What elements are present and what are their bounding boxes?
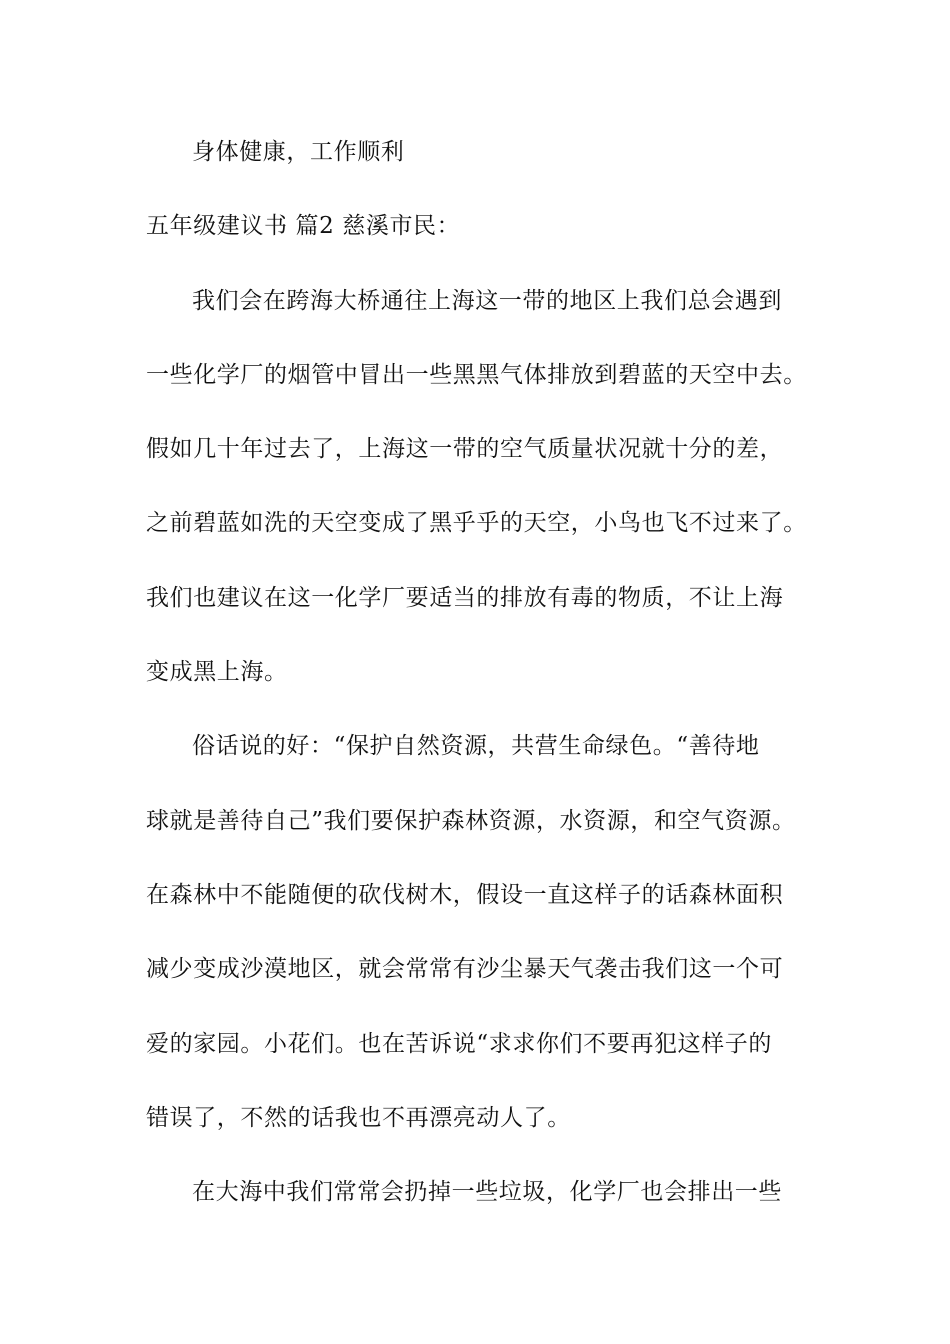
text-line: 我们也建议在这一化学厂要适当的排放有毒的物质，不让上海 [146, 585, 784, 611]
text-line: 球就是善待自己”我们要保护森林资源，水资源，和空气资源。 [146, 808, 796, 834]
text-line-para3-start: 在大海中我们常常会扔掉一些垃圾，化学厂也会排出一些 [192, 1179, 782, 1205]
text-line: 减少变成沙漠地区，就会常常有沙尘暴天气袭击我们这一个可 [146, 956, 784, 982]
text-line: 一些化学厂的烟管中冒出一些黑黑气体排放到碧蓝的天空中去。 [146, 362, 807, 388]
text-line: 之前碧蓝如洗的天空变成了黑乎乎的天空，小鸟也飞不过来了。 [146, 510, 807, 536]
text-line-heading: 五年级建议书 篇2 慈溪市民： [146, 213, 461, 239]
text-line-para1-start: 我们会在跨海大桥通往上海这一带的地区上我们总会遇到 [192, 288, 782, 314]
text-line: 变成黑上海。 [146, 659, 288, 685]
text-line: 假如几十年过去了，上海这一带的空气质量状况就十分的差， [146, 436, 784, 462]
text-line: 爱的家园。小花们。也在苦诉说“求求你们不要再犯这样子的 [146, 1031, 772, 1057]
text-line-closing: 身体健康，工作顺利 [192, 139, 405, 165]
text-line: 错误了，不然的话我也不再漂亮动人了。 [146, 1105, 571, 1131]
text-line-para2-start: 俗话说的好：“保护自然资源，共营生命绿色。“善待地 [192, 733, 760, 759]
text-line: 在森林中不能随便的砍伐树木，假设一直这样子的话森林面积 [146, 882, 784, 908]
